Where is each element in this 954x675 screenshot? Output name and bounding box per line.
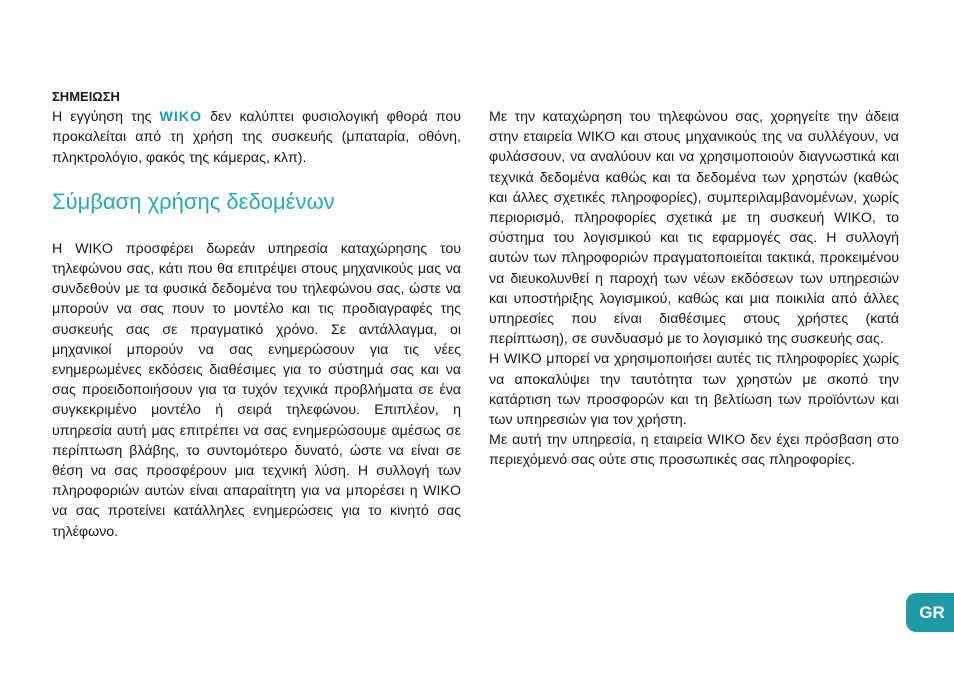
note-paragraph <box>52 107 461 168</box>
section-title: Σύμβαση χρήσης δεδομένων <box>52 188 335 214</box>
note-heading: ΣΗΜΕΙΩΣΗ <box>52 89 120 104</box>
paragraph-registration-consent: Με την καταχώρηση του τηλεφώνου σας, χορηγείτε την άδεια στην εταιρεία WIKO και στους μηχανικούς της να συλλέγουν, να φυλάσσουν, να αναλύουν και να χρησιμοποιούν διαγνωστικά και τεχνικά δεδομένα καθώς και τα δεδομένα των χρηστών (καθώς και άλλες σχετικές πληροφορίες), συμπεριλαμβανομένων, χωρίς περιορισμό, πληροφορίες σχετικά με τη συσκευή WIKO, το σύστημα του λογισμικού και τις εφαρμογές σας. Η συλλογή αυτών των πληροφοριών πραγματοποιείται τακτικά, προκειμένου να διευκολυνθεί η παροχή των νέων εκδόσεων των υπηρεσιών και υποστήριξης λογισμικού, καθώς και μια ποικιλία από άλλες υπηρεσίες που είναι διαθέσιμες στους χρήστες (κατά περίπτωση), σε συνδυασμό με το λογισμικό της συσκευής σας. <box>489 109 899 348</box>
body-paragraph: Η WIKO προσφέρει δωρεάν υπηρεσία καταχώρησης του τηλεφώνου σας, κάτι που θα επιτρέψει στους μηχανικούς μας να συνδεθούν με τα φυσικά δεδομένα του τηλεφώνου σας, ώστε να μπορούν να σας πουν το μοντέλο και τις προδιαγραφές της συσκευής σας σε πραγματικό χρόνο. Σε αντάλλαγμα, οι μηχανικοί μπορούν να σας ενημερώσουν για τις νέες ενημερωμένες εκδόσεις διαθέσιμες για το σύστημά σας και να σας προειδοποιήσουν για τα τυχόν τεχνικά προβλήματα σε ένα συγκεκριμένο μοντέλο ή σειρά τηλεφώνου. Επιπλέον, η υπηρεσία αυτή μας επιτρέπει να σας ενημερώσουμε αμέσως σε περίπτωση βλάβης, το συντομότερο δυνατό, ώστε να είναι σε θέση να σας προσφέρουν μια τεχνική λύση. Η συλλογή των πληροφοριών αυτών είναι απαραίτητη για να μπορέσει η WIKO να σας προτείνει κατάλληλες ενημερώσεις για το κινητό σας τηλέφωνο. <box>52 240 461 540</box>
language-tab: GR <box>906 593 954 632</box>
note-text-after: δεν καλύπτει φυσιολογική φθορά που προκαλείται από τη χρήση της συσκευής (μπαταρία, οθόνη, πληκτρολόγιο, φακός της κάμερας, κλπ). <box>52 109 461 166</box>
note-text-before: Η εγγύηση της <box>52 109 160 126</box>
brand-name: WIKO <box>159 109 203 126</box>
paragraph-no-access: Με αυτή την υπηρεσία, η εταιρεία WIKO δεν έχει πρόσβαση στο περιεχόμενό σας ούτε στις προσωπικές σας πληροφορίες. <box>489 432 899 469</box>
paragraph-anonymous-use: Η WIKO μπορεί να χρησιμοποιήσει αυτές τις πληροφορίες χωρίς να αποκαλύψει την ταυτότητα των χρηστών με σκοπό την κατάρτιση των προσφορών και τη βελτίωση των προϊόντων και των υπηρεσιών για τον χρήστη. <box>489 351 899 429</box>
right-column <box>489 107 899 471</box>
left-column <box>52 87 461 542</box>
